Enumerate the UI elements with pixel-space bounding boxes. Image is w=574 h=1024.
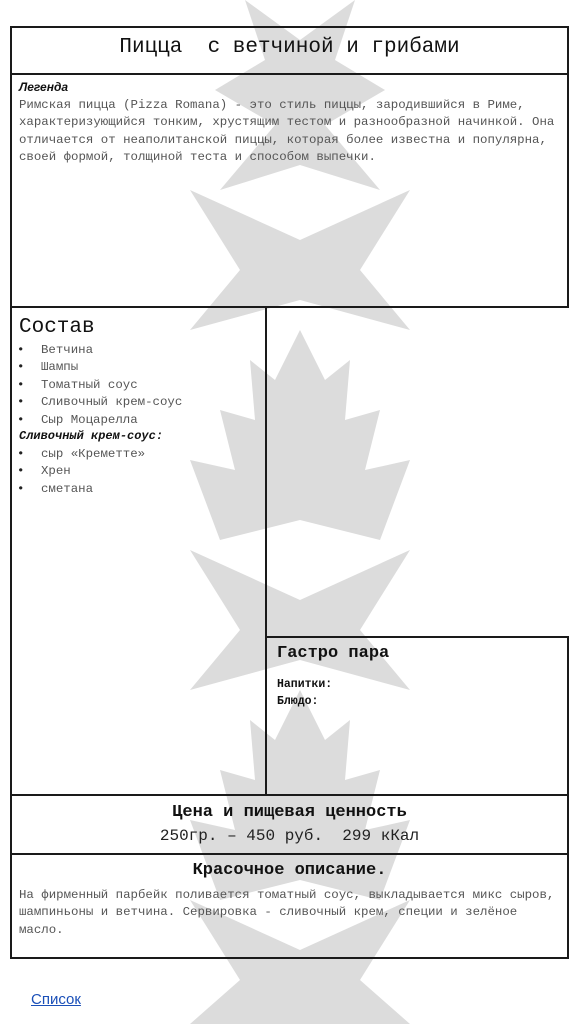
composition-heading: Состав xyxy=(19,316,95,339)
list-item: • Ветчина xyxy=(17,343,94,357)
price-heading: Цена и пищевая ценность xyxy=(172,803,407,822)
price-section xyxy=(10,794,569,855)
description-heading: Красочное описание. xyxy=(192,861,387,880)
title-box xyxy=(10,26,569,75)
list-item: • Хрен xyxy=(17,464,71,479)
list-item: • Сливочный крем-соус xyxy=(17,395,183,410)
sauce-subheading: Сливочный крем-соус: xyxy=(19,429,164,443)
legend-section xyxy=(10,73,569,308)
legend-text: Римская пицца (Pizza Romana) - это стиль пиццы, зародившийся в Риме, характеризующийся тонким, хрустящим тестом и разнообразной начинкой. Она отличается от неаполитанской пиццы, которая более известна и популярна, своей формой, толщиной теста и способом выпечки. xyxy=(19,98,555,165)
description-text: На фирменный парбейк поливается томатный соус, выкладывается микс сыров, шампиньоны и ветчина. Сервировка - сливочный крем, специи и зелёное масло. xyxy=(19,888,555,937)
list-item: • Томатный соус xyxy=(17,377,138,392)
dish-label: Блюдо: xyxy=(277,695,319,708)
list-item: • сыр «Креметте» xyxy=(17,447,146,461)
pairing-section xyxy=(265,636,569,796)
sauce-list xyxy=(17,446,257,498)
drinks-label: Напитки: xyxy=(277,678,333,691)
price-value: 250гр. – 450 руб. 299 кКал xyxy=(159,827,420,845)
list-item: • Сыр Моцарелла xyxy=(17,412,138,427)
legend-heading: Легенда xyxy=(19,80,69,94)
list-link[interactable]: Список xyxy=(31,991,81,1008)
list-item: • Шампы xyxy=(17,360,79,375)
ingredient-list xyxy=(17,342,257,429)
pairing-heading: Гастро пара xyxy=(277,644,390,663)
list-item: • сметана xyxy=(17,481,94,496)
description-section xyxy=(10,853,569,959)
page-title: Пицца с ветчиной и грибами xyxy=(119,36,460,59)
